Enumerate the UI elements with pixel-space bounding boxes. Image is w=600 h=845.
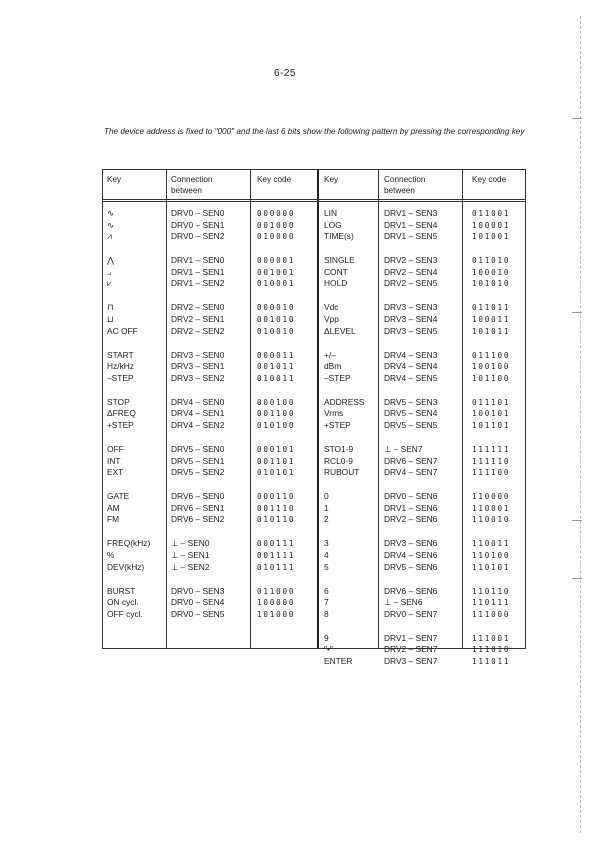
key-code-cell: 110000 — [472, 492, 511, 502]
key-code-cell: 000110 — [257, 492, 296, 502]
table-row — [103, 408, 525, 420]
connection-cell: DRV3 – SEN7 — [384, 656, 438, 666]
key-cell: +/– — [324, 349, 336, 360]
key-cell: 3 — [324, 538, 329, 549]
table-row — [103, 538, 525, 550]
key-cell: HOLD — [324, 278, 348, 289]
key-cell: 2 — [324, 514, 329, 525]
key-code-cell: 100100 — [472, 362, 511, 372]
key-cell: LOG — [324, 219, 342, 230]
connection-cell: ⊥ – SEN6 — [384, 597, 423, 608]
table-row — [103, 361, 525, 373]
connection-cell: DRV0 – SEN6 — [384, 491, 438, 502]
connection-cell: DRV4 – SEN4 — [384, 361, 438, 372]
key-code-cell: 101011 — [472, 326, 511, 336]
key-cell: ⊔ — [107, 314, 114, 324]
key-code-cell: 100000 — [257, 598, 296, 608]
connection-cell: DRV5 – SEN3 — [384, 396, 438, 407]
key-code-cell: 001100 — [257, 409, 296, 419]
connection-cell: ⊥ – SEN0 — [171, 538, 210, 549]
connection-cell: DRV1 – SEN7 — [384, 632, 438, 643]
connection-cell: DRV4 – SEN0 — [171, 396, 225, 407]
connection-cell: DRV0 – SEN3 — [171, 585, 225, 596]
connection-cell: DRV3 – SEN5 — [384, 325, 438, 336]
key-code-cell: 100101 — [472, 409, 511, 419]
intro-text: The device address is fixed to "000" and the last 6 bits show the following pattern by pressing the corresponding key — [104, 127, 525, 136]
key-code-cell: 001000 — [257, 220, 296, 230]
connection-cell: DRV0 – SEN4 — [171, 597, 225, 608]
key-cell: START — [107, 349, 134, 360]
key-cell: ⟓ — [107, 266, 111, 277]
key-code-cell: 110100 — [472, 551, 511, 560]
connection-cell: DRV1 – SEN2 — [171, 278, 225, 289]
key-cell: GATE — [107, 491, 130, 502]
key-code-cell: 000010 — [257, 303, 296, 313]
connection-cell: DRV6 – SEN2 — [171, 514, 225, 525]
connection-cell: DRV4 – SEN2 — [171, 420, 225, 430]
key-cell: SINGLE — [324, 255, 355, 266]
key-code-cell: 110110 — [472, 586, 511, 596]
key-cell: INT — [107, 455, 121, 466]
key-cell: ΔLEVEL — [324, 325, 356, 336]
header-key-code: Key code — [257, 175, 292, 184]
key-code-cell: 011010 — [472, 256, 511, 266]
table-row — [103, 444, 525, 456]
connection-cell: DRV6 – SEN6 — [384, 585, 438, 596]
key-cell: "•" — [324, 644, 333, 655]
key-cell: ∿ — [107, 219, 115, 230]
key-code-cell: 010001 — [257, 279, 296, 289]
table-row — [103, 302, 525, 314]
key-code-cell: 011011 — [472, 303, 511, 313]
key-code-cell: 010111 — [257, 562, 296, 572]
connection-cell: DRV5 – SEN2 — [171, 467, 225, 478]
connection-cell: ⊥ – SEN1 — [171, 550, 210, 560]
connection-cell: DRV4 – SEN6 — [384, 550, 438, 560]
table-row — [103, 326, 525, 338]
key-code-cell: 011101 — [472, 397, 511, 407]
connection-cell: DRV5 – SEN0 — [171, 444, 225, 454]
table-row — [103, 514, 525, 526]
key-cell: –STEP — [107, 372, 134, 383]
key-code-cell: 110111 — [472, 598, 511, 608]
key-code-cell: 110101 — [472, 562, 511, 572]
key-code-cell: 000011 — [257, 350, 296, 360]
key-cell: 0 — [324, 491, 329, 502]
key-cell: EXT — [107, 467, 124, 478]
key-cell: 1 — [324, 502, 329, 513]
header-key-2: Key — [324, 175, 339, 184]
connection-cell: DRV1 – SEN4 — [384, 219, 438, 230]
connection-cell: DRV1 – SEN5 — [384, 231, 438, 242]
connection-cell: DRV0 – SEN0 — [171, 208, 225, 218]
key-code-cell: 001010 — [257, 315, 296, 324]
table-row — [103, 503, 525, 515]
connection-cell: DRV5 – SEN1 — [171, 455, 225, 466]
key-code-cell: 000101 — [257, 445, 296, 454]
key-cell: LIN — [324, 208, 338, 218]
connection-cell: DRV3 – SEN2 — [171, 372, 225, 383]
key-code-cell: 101101 — [472, 421, 511, 430]
table-row — [103, 656, 525, 668]
key-cell: 9 — [324, 632, 329, 643]
connection-cell: ⊥ – SEN7 — [384, 444, 423, 454]
table-row — [103, 562, 525, 574]
key-code-cell: 110010 — [472, 515, 511, 525]
table-row — [103, 644, 525, 656]
table-row — [103, 467, 525, 479]
key-cell: ⩘ — [107, 231, 112, 242]
key-cell: STOP — [107, 396, 130, 407]
table-row — [103, 220, 525, 232]
key-cell: Vdc — [324, 302, 339, 313]
table-row — [103, 456, 525, 468]
key-code-cell: 101000 — [257, 609, 296, 619]
key-cell: ON cycl. — [107, 597, 139, 608]
connection-cell: DRV0 – SEN2 — [171, 231, 225, 242]
table-row — [103, 633, 525, 645]
key-code-cell: 111000 — [472, 609, 511, 619]
key-cell: % — [107, 550, 115, 560]
key-code-cell: 000100 — [257, 397, 296, 407]
key-cell: 5 — [324, 561, 329, 572]
connection-cell: DRV2 – SEN6 — [384, 514, 438, 525]
table-row — [103, 231, 525, 243]
table-row — [103, 597, 525, 609]
connection-cell: DRV3 – SEN4 — [384, 314, 438, 324]
connection-cell: DRV1 – SEN3 — [384, 208, 438, 218]
key-cell: AM — [107, 502, 120, 513]
key-cell: AC OFF — [107, 325, 138, 336]
key-code-cell: 111111 — [472, 445, 511, 454]
connection-cell: DRV3 – SEN0 — [171, 349, 225, 360]
key-cell: CONT — [324, 266, 348, 277]
connection-cell: DRV3 – SEN3 — [384, 302, 438, 313]
key-code-cell: 001001 — [257, 267, 296, 277]
key-code-cell: 110001 — [472, 503, 511, 513]
key-code-cell: 001111 — [257, 551, 296, 560]
page-number: 6-25 — [273, 68, 296, 79]
header-connection-2: Connection between — [384, 175, 426, 195]
key-cell: 6 — [324, 585, 329, 596]
key-cell: dBm — [324, 361, 342, 372]
key-cell: ADDRESS — [324, 396, 365, 407]
table-row — [103, 208, 525, 220]
table-row — [103, 397, 525, 409]
connection-cell: DRV2 – SEN7 — [384, 644, 438, 655]
key-cell: ⋀ — [107, 255, 114, 266]
connection-cell: DRV6 – SEN0 — [171, 491, 225, 502]
connection-cell: DRV6 – SEN7 — [384, 455, 438, 466]
key-code-cell: 011001 — [472, 209, 511, 218]
key-cell: OFF cycl. — [107, 608, 143, 619]
key-code-cell: 010110 — [257, 515, 296, 525]
connection-cell: DRV4 – SEN3 — [384, 349, 438, 360]
key-code-cell: 000001 — [257, 256, 296, 266]
key-code-cell: 111110 — [472, 456, 511, 466]
table-row — [103, 373, 525, 385]
key-code-cell: 100001 — [472, 220, 511, 230]
connection-cell: DRV0 – SEN5 — [171, 608, 225, 619]
key-cell: +STEP — [107, 420, 134, 430]
connection-cell: DRV1 – SEN1 — [171, 266, 225, 277]
key-code-cell: 000111 — [257, 539, 296, 549]
key-code-cell: 101100 — [472, 373, 511, 383]
key-cell: Hz/kHz — [107, 361, 134, 372]
connection-cell: DRV1 – SEN0 — [171, 255, 225, 266]
key-cell: RUBOUT — [324, 467, 360, 478]
key-cell: ⩗ — [107, 278, 112, 289]
key-code-cell: 111010 — [472, 645, 511, 655]
key-code-cell: 010010 — [257, 326, 296, 336]
key-code-cell: 001011 — [257, 362, 296, 372]
key-code-cell: 100011 — [472, 315, 511, 324]
key-code-cell: 111001 — [472, 633, 511, 643]
key-cell: ⊓ — [107, 302, 114, 313]
key-code-cell: 101010 — [472, 279, 511, 289]
key-code-cell: 010000 — [257, 232, 296, 242]
key-cell: DEV(kHz) — [107, 561, 145, 572]
connection-cell: ⊥ – SEN2 — [171, 561, 210, 572]
table-row — [103, 586, 525, 598]
table-row — [103, 278, 525, 290]
table-row — [103, 609, 525, 621]
key-code-cell: 001101 — [257, 456, 296, 466]
key-cell: 8 — [324, 608, 329, 619]
key-code-cell: 011100 — [472, 350, 511, 360]
key-code-cell: 010100 — [257, 421, 296, 430]
connection-cell: DRV5 – SEN6 — [384, 561, 438, 572]
key-cell: BURST — [107, 585, 136, 596]
connection-cell: DRV5 – SEN4 — [384, 408, 438, 419]
margin-marks — [572, 0, 584, 845]
key-cell: ENTER — [324, 656, 353, 666]
key-cell: RCL0-9 — [324, 455, 353, 466]
key-code-cell: 101001 — [472, 232, 511, 242]
header-key-code-2: Key code — [472, 175, 507, 184]
connection-cell: DRV2 – SEN2 — [171, 325, 225, 336]
key-cell: ∿ — [107, 208, 115, 218]
key-code-cell: 000000 — [257, 209, 296, 218]
table-row — [103, 420, 525, 432]
key-code-cell: 010011 — [257, 373, 296, 383]
key-cell: OFF — [107, 444, 124, 454]
connection-cell: DRV2 – SEN3 — [384, 255, 438, 266]
key-cell: 7 — [324, 597, 329, 608]
connection-cell: DRV4 – SEN5 — [384, 372, 438, 383]
key-code-cell: 010101 — [257, 468, 296, 478]
header-connection: Connection between — [171, 175, 213, 195]
key-code-cell: 011000 — [257, 586, 296, 596]
connection-cell: DRV3 – SEN6 — [384, 538, 438, 549]
key-cell: FM — [107, 514, 120, 525]
key-cell: TIME(s) — [324, 231, 354, 242]
key-cell: STO1-9 — [324, 444, 354, 454]
table-row — [103, 550, 525, 562]
connection-cell: DRV4 – SEN1 — [171, 408, 225, 419]
connection-cell: DRV0 – SEN1 — [171, 219, 225, 230]
table-row — [103, 267, 525, 279]
connection-cell: DRV2 – SEN1 — [171, 314, 225, 324]
table-row — [103, 314, 525, 326]
key-code-cell: 110011 — [472, 539, 511, 549]
connection-cell: DRV0 – SEN7 — [384, 608, 438, 619]
key-code-cell: 111100 — [472, 468, 511, 478]
connection-cell: DRV2 – SEN0 — [171, 302, 225, 313]
connection-cell: DRV6 – SEN1 — [171, 502, 225, 513]
key-cell: 4 — [324, 550, 329, 560]
key-cell: –STEP — [324, 372, 351, 383]
key-cell: Vrms — [324, 408, 344, 419]
connection-cell: DRV3 – SEN1 — [171, 361, 225, 372]
key-cell: Vpp — [324, 314, 339, 324]
key-code-cell: 111011 — [472, 657, 511, 666]
key-cell: +STEP — [324, 420, 351, 430]
table-row — [103, 350, 525, 362]
connection-cell: DRV5 – SEN5 — [384, 420, 438, 430]
connection-cell: DRV4 – SEN7 — [384, 467, 438, 478]
key-code-cell: 001110 — [257, 503, 296, 513]
header-key: Key — [107, 175, 122, 184]
table-row — [103, 255, 525, 267]
key-code-cell: 100010 — [472, 267, 511, 277]
connection-cell: DRV2 – SEN5 — [384, 278, 438, 289]
key-code-table — [102, 169, 526, 666]
table-row — [103, 491, 525, 503]
key-cell: FREQ(kHz) — [107, 538, 151, 549]
key-cell: ΔFREQ — [107, 408, 136, 419]
connection-cell: DRV2 – SEN4 — [384, 266, 438, 277]
connection-cell: DRV1 – SEN6 — [384, 502, 438, 513]
